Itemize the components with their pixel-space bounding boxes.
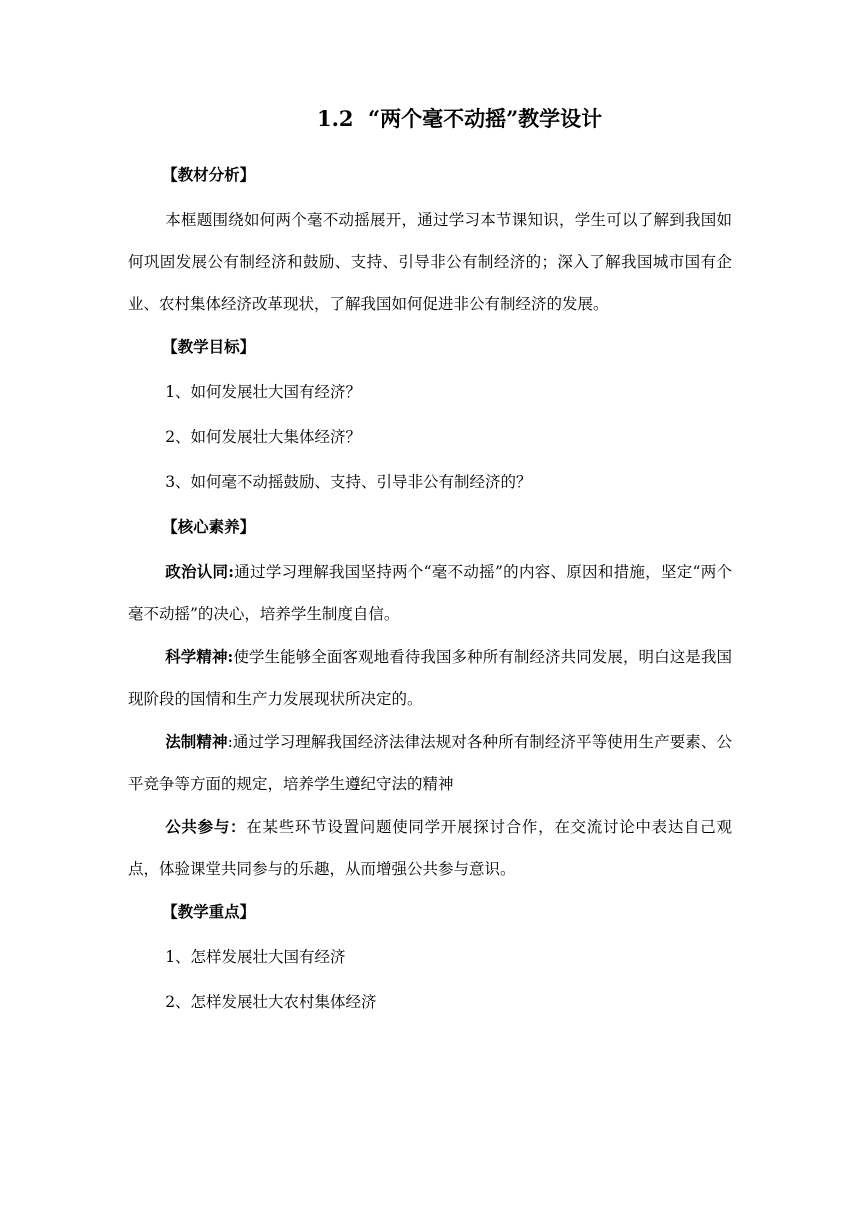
literacy-public-participation [128,806,732,890]
title-number: 1.2 [317,106,354,131]
heading-core-literacy: 【核心素养】 [162,517,256,536]
literacy-political-identity [128,551,732,635]
heading-textbook-analysis: 【教材分析】 [162,165,256,184]
keypoint-item-2: 2、怎样发展壮大农村集体经济 [165,993,377,1011]
keypoint-item-1: 1、怎样发展壮大国有经济 [165,948,346,966]
literacy-label: 科学精神: [165,647,234,666]
goal-item-2: 2、如何发展壮大集体经济？ [165,428,362,446]
literacy-text: :通过学习理解我国经济法律法规对各种所有制经济平等使用生产要素、公平竞争等方面的规定，培养学生遵纪守法的精神 [128,733,732,793]
paragraph-textbook-analysis: 本框题围绕如何两个毫不动摇展开，通过学习本节课知识，学生可以了解到我国如何巩固发展公有制经济和鼓励、支持、引导非公有制经济的；深入了解我国城市国有企业、农村集体经济改革现状，了解我国如何促进非公有制经济的发展。 [128,211,732,313]
literacy-label: 法制精神 [165,732,228,751]
goal-item-1: 1、如何发展壮大国有经济？ [165,383,362,401]
heading-key-points: 【教学重点】 [162,902,256,921]
goal-item-3: 3、如何毫不动摇鼓励、支持、引导非公有制经济的？ [165,473,532,491]
literacy-text: 使学生能够全面客观地看待我国多种所有制经济共同发展，明白这是我国现阶段的国情和生产力发展现状所决定的。 [128,648,732,708]
literacy-label: 公共参与： [165,817,247,836]
literacy-legal-spirit [128,721,732,805]
literacy-text: 在某些环节设置问题使同学开展探讨合作，在交流讨论中表达自己观点，体验课堂共同参与的乐趣，从而增强公共参与意识。 [128,818,732,878]
document-body [128,157,732,1029]
literacy-scientific-spirit [128,636,732,720]
heading-teaching-goals: 【教学目标】 [162,337,256,356]
title-text: “两个毫不动摇”教学设计 [368,106,603,131]
literacy-text: 通过学习理解我国坚持两个“毫不动摇”的内容、原因和措施，坚定“两个毫不动摇”的决心，培养学生制度自信。 [128,563,732,623]
literacy-label: 政治认同: [165,562,235,581]
